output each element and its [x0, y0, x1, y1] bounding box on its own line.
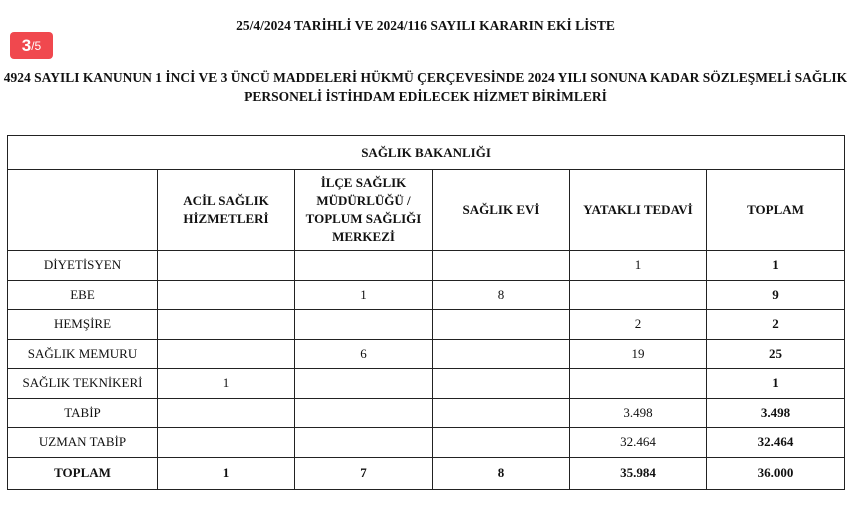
row-label: UZMAN TABİP — [8, 428, 158, 458]
cell-acil — [158, 310, 295, 340]
cell-ilce — [295, 398, 433, 428]
cell-saglik-evi — [433, 251, 570, 281]
total-saglik-evi: 8 — [433, 457, 570, 489]
cell-saglik-evi — [433, 398, 570, 428]
subtitle-line-2: PERSONELİ İSTİHDAM EDİLECEK HİZMET BİRİMLERİ — [244, 89, 607, 104]
cell-acil — [158, 339, 295, 369]
table-row — [8, 251, 845, 281]
cell-ilce — [295, 369, 433, 399]
cell-toplam: 2 — [707, 310, 845, 340]
column-header-title — [8, 170, 158, 251]
cell-ilce: 1 — [295, 280, 433, 310]
page-indicator-badge — [10, 32, 53, 59]
total-acil: 1 — [158, 457, 295, 489]
cell-acil — [158, 251, 295, 281]
ministry-header-row — [8, 136, 845, 170]
staffing-table — [7, 135, 845, 490]
cell-yatakli: 2 — [570, 310, 707, 340]
cell-toplam: 25 — [707, 339, 845, 369]
cell-saglik-evi: 8 — [433, 280, 570, 310]
cell-yatakli: 1 — [570, 251, 707, 281]
cell-toplam: 1 — [707, 251, 845, 281]
cell-ilce: 6 — [295, 339, 433, 369]
document-subtitle — [0, 68, 851, 106]
table-row — [8, 280, 845, 310]
column-header-acil: ACİL SAĞLIK HİZMETLERİ — [158, 170, 295, 251]
ministry-name: SAĞLIK BAKANLIĞI — [8, 136, 845, 170]
column-header-yatakli: YATAKLI TEDAVİ — [570, 170, 707, 251]
row-label: EBE — [8, 280, 158, 310]
column-header-saglik-evi: SAĞLIK EVİ — [433, 170, 570, 251]
column-header-row — [8, 170, 845, 251]
cell-acil — [158, 280, 295, 310]
row-label: SAĞLIK MEMURU — [8, 339, 158, 369]
cell-saglik-evi — [433, 339, 570, 369]
total-row — [8, 457, 845, 489]
column-header-ilce: İLÇE SAĞLIK MÜDÜRLÜĞÜ / TOPLUM SAĞLIĞI MERKEZİ — [295, 170, 433, 251]
cell-saglik-evi — [433, 310, 570, 340]
document-title: 25/4/2024 TARİHLİ VE 2024/116 SAYILI KARARIN EKİ LİSTE — [236, 18, 615, 33]
table-row — [8, 339, 845, 369]
cell-toplam: 3.498 — [707, 398, 845, 428]
total-ilce: 7 — [295, 457, 433, 489]
row-label: SAĞLIK TEKNİKERİ — [8, 369, 158, 399]
current-page: 3 — [21, 35, 32, 55]
total-pages: /5 — [31, 38, 42, 53]
row-label: TABİP — [8, 398, 158, 428]
cell-yatakli — [570, 369, 707, 399]
cell-acil: 1 — [158, 369, 295, 399]
cell-ilce — [295, 251, 433, 281]
cell-acil — [158, 398, 295, 428]
cell-toplam: 1 — [707, 369, 845, 399]
total-toplam: 36.000 — [707, 457, 845, 489]
column-header-toplam: TOPLAM — [707, 170, 845, 251]
row-label: DİYETİSYEN — [8, 251, 158, 281]
cell-toplam: 9 — [707, 280, 845, 310]
cell-yatakli: 3.498 — [570, 398, 707, 428]
cell-acil — [158, 428, 295, 458]
cell-ilce — [295, 428, 433, 458]
cell-saglik-evi — [433, 369, 570, 399]
cell-yatakli — [570, 280, 707, 310]
cell-toplam: 32.464 — [707, 428, 845, 458]
cell-saglik-evi — [433, 428, 570, 458]
cell-yatakli: 32.464 — [570, 428, 707, 458]
total-yatakli: 35.984 — [570, 457, 707, 489]
table-row — [8, 310, 845, 340]
table-row — [8, 369, 845, 399]
table-row — [8, 428, 845, 458]
subtitle-line-1: 4924 SAYILI KANUNUN 1 İNCİ VE 3 ÜNCÜ MADDELERİ HÜKMÜ ÇERÇEVESİNDE 2024 YILI SONUNA KADAR SÖZLEŞMELİ SAĞLIK — [3, 70, 848, 85]
total-label: TOPLAM — [8, 457, 158, 489]
cell-ilce — [295, 310, 433, 340]
row-label: HEMŞİRE — [8, 310, 158, 340]
table-row — [8, 398, 845, 428]
cell-yatakli: 19 — [570, 339, 707, 369]
